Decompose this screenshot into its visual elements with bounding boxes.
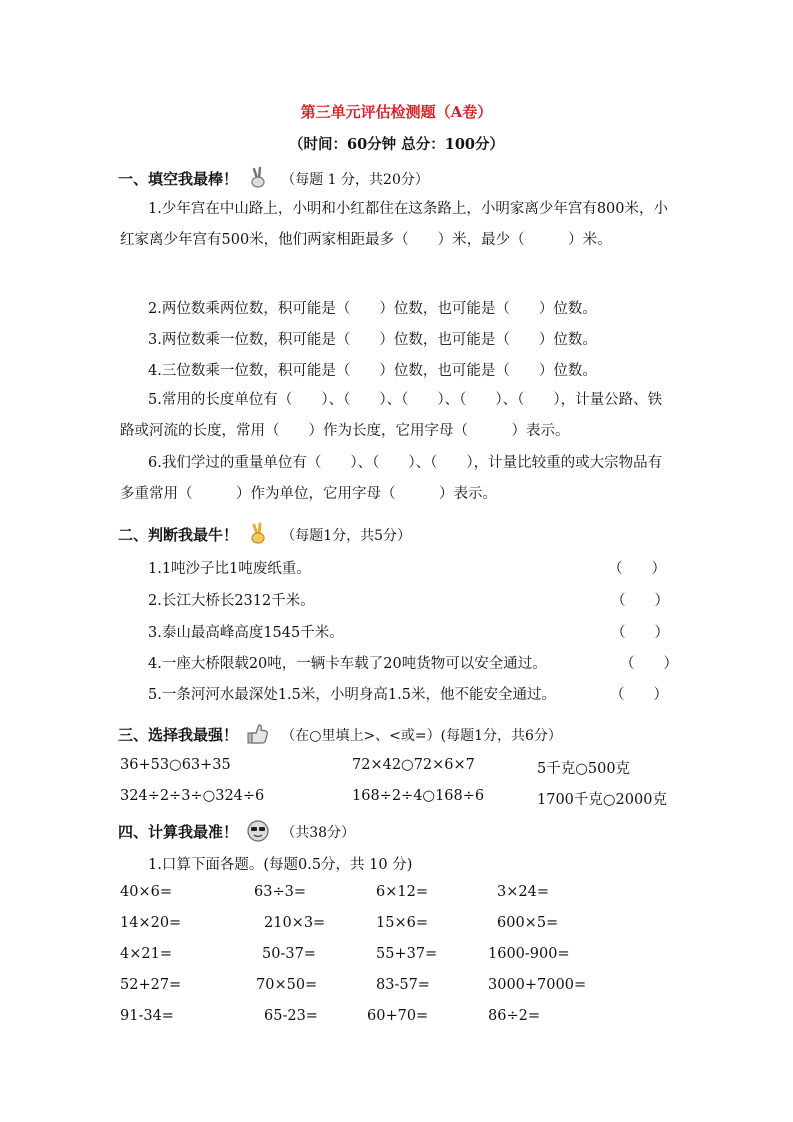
calc-item: 83-57= [376, 977, 430, 993]
calc-item: 40×6= [120, 884, 172, 900]
question-1-4: 4.三位数乘一位数，积可能是（ ）位数，也可能是（ ）位数。 [148, 363, 597, 379]
judge-answer-2[interactable]: （ ） [611, 593, 669, 609]
question-1-2: 2.两位数乘两位数，积可能是（ ）位数，也可能是（ ）位数。 [148, 301, 597, 317]
calc-item: 50-37= [262, 946, 316, 962]
compare-item: 324÷2÷3÷○324÷6 [120, 788, 265, 804]
calc-item: 3000+7000= [488, 977, 587, 993]
question-1-6: 6.我们学过的重量单位有（ ）、（ ）、（ ），计量比较重的或大宗物品有多重常用（ ）作为单位，它用字母（ ）表示。 [120, 455, 663, 502]
calc-item: 60+70= [367, 1008, 429, 1024]
section-2-heading: 二、判断我最牛！ [118, 526, 239, 544]
page-title: 第三单元评估检测题（A卷） [300, 103, 493, 121]
calc-item: 86÷2= [488, 1008, 540, 1024]
section-3-header [118, 722, 562, 750]
compare-item: 72×42○72×6×7 [352, 757, 475, 773]
judge-item-3: 3.泰山最高峰高度1545千米。 [148, 625, 344, 641]
section-3-heading: 三、选择我最强！ [118, 726, 239, 744]
oral-calc-subheading: 1.口算下面各题。(每题0.5分，共 10 分) [148, 857, 413, 873]
section-4-header [118, 819, 355, 847]
calc-item: 600×5= [497, 915, 559, 931]
section-3-note: （在○里填上>、<或=）(每题1分，共6分） [281, 728, 562, 744]
judge-item-4: 4.一座大桥限载20吨，一辆卡车载了20吨货物可以安全通过。 [148, 656, 547, 672]
calc-item: 210×3= [264, 915, 326, 931]
question-1-5: 5.常用的长度单位有（ ）、（ ）、（ ）、（ ）、（ ），计量公路、铁路或河流的长度，常用（ ）作为长度，它用字母（ ）表示。 [120, 392, 663, 439]
judge-answer-3[interactable]: （ ） [611, 625, 669, 641]
calc-item: 63÷3= [254, 884, 306, 900]
section-4-heading: 四、计算我最准！ [118, 823, 239, 841]
victory-hand-color-icon [246, 522, 270, 550]
calc-item: 55+37= [376, 946, 438, 962]
victory-hand-icon [246, 166, 270, 194]
judge-item-5: 5.一条河河水最深处1.5米，小明身高1.5米，他不能安全通过。 [148, 687, 556, 703]
question-1-3: 3.两位数乘一位数，积可能是（ ）位数，也可能是（ ）位数。 [148, 332, 597, 348]
calc-item: 14×20= [120, 915, 182, 931]
judge-item-1: 1.1吨沙子比1吨废纸重。 [148, 561, 311, 577]
section-2-header [118, 522, 411, 550]
exam-subtitle: （时间：60分钟 总分：100分） [289, 136, 504, 153]
calc-item: 1600-900= [488, 946, 570, 962]
question-1-1: 1.少年宫在中山路上，小明和小红都住在这条路上，小明家离少年宫有800米，小红家离少年宫有500米，他们两家相距最多（ ）米，最少（ ）米。 [120, 201, 669, 248]
compare-item: 5千克○500克 [537, 761, 631, 777]
compare-item: 36+53○63+35 [120, 757, 231, 773]
section-1-header [118, 166, 429, 194]
cool-face-icon [246, 819, 270, 847]
judge-answer-5[interactable]: （ ） [610, 687, 668, 703]
compare-item: 1700千克○2000克 [537, 792, 667, 808]
calc-item: 4×21= [120, 946, 172, 962]
section-2-note: （每题1分，共5分） [281, 528, 412, 544]
calc-item: 6×12= [376, 884, 428, 900]
calc-item: 65-23= [264, 1008, 318, 1024]
calc-item: 3×24= [497, 884, 549, 900]
compare-item: 168÷2÷4○168÷6 [352, 788, 485, 804]
calc-item: 91-34= [120, 1008, 174, 1024]
calc-item: 70×50= [256, 977, 318, 993]
judge-answer-1[interactable]: （ ） [608, 561, 666, 577]
calc-item: 15×6= [376, 915, 428, 931]
thumbs-up-icon [246, 722, 270, 750]
judge-answer-4[interactable]: （ ） [620, 656, 678, 672]
section-1-heading: 一、填空我最棒！ [118, 170, 239, 188]
judge-item-2: 2.长江大桥长2312千米。 [148, 593, 315, 609]
section-1-note: （每题 1 分，共20分） [281, 172, 429, 188]
calc-item: 52+27= [120, 977, 182, 993]
section-4-note: （共38分） [281, 825, 356, 841]
